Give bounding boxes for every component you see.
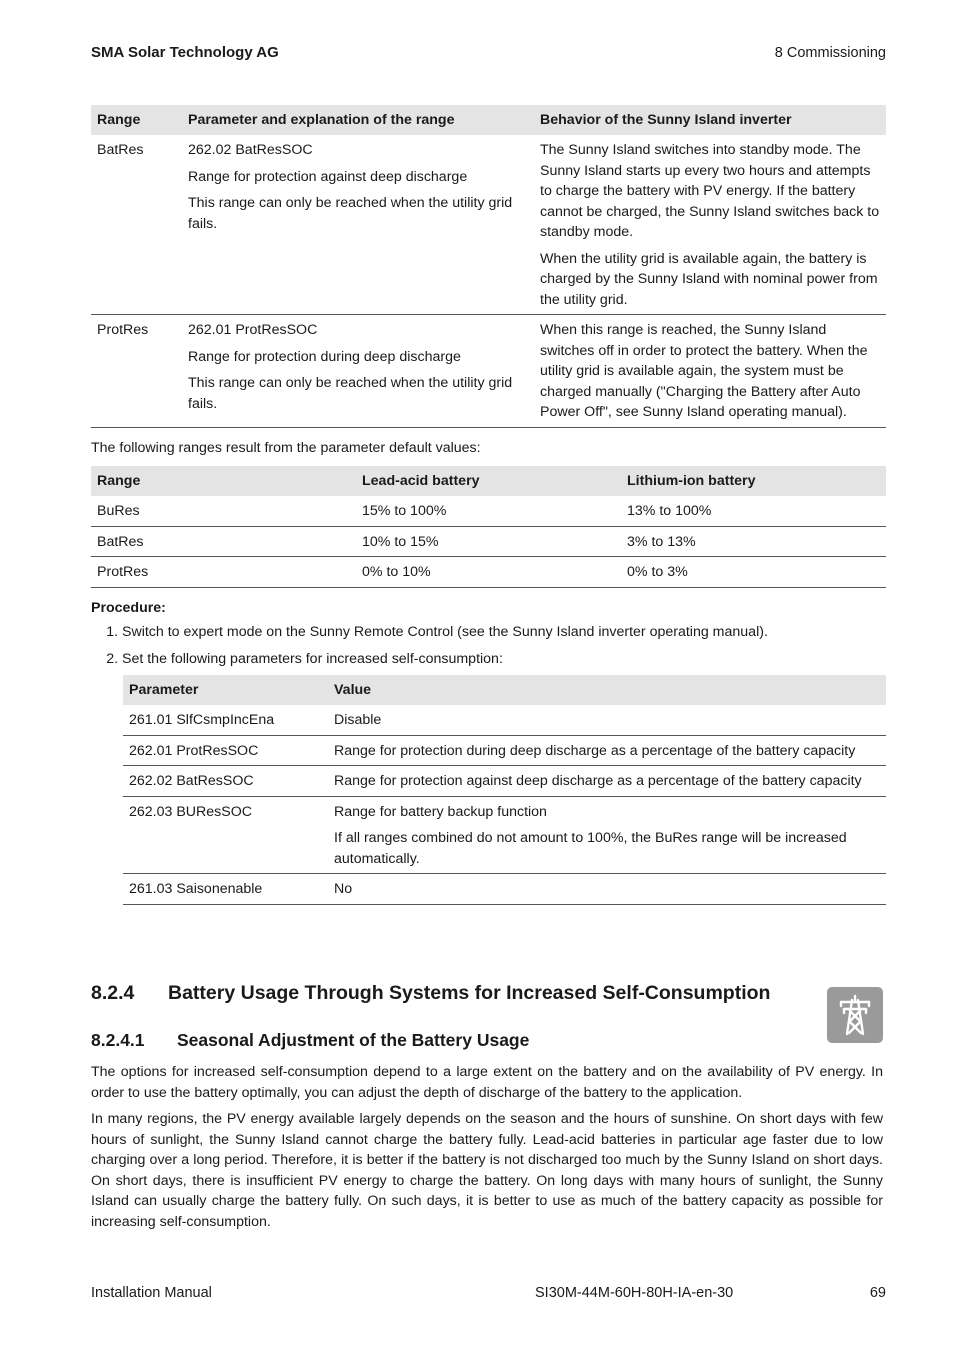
table-row [91, 526, 886, 557]
subsection-title: Seasonal Adjustment of the Battery Usage [177, 1030, 530, 1050]
procedure-step: 2. Set the following parameters for increased self-consumption: [122, 649, 886, 670]
parameter-cell [182, 315, 534, 428]
parameter-note: This range can only be reached when the utility grid fails. [188, 195, 513, 232]
behavior-text: When this range is reached, the Sunny Island switches off in order to protect the battery. When the utility grid is available again, the system must be charged manually ("Charging the Battery after Auto Power Off", see Sunny Island operating manual). [540, 322, 868, 420]
behavior-text: The Sunny Island switches into standby mode. The Sunny Island starts up every two hours and attempts to charge the battery with PV energy. If the battery cannot be charged, the Sunny Island switches back to standby mode. [540, 142, 880, 240]
procedure-steps [91, 622, 886, 669]
parameter-table [123, 675, 886, 905]
table-cell: BuRes [91, 496, 356, 526]
defaults-intro: The following ranges result from the parameter default values: [91, 439, 481, 456]
manual-title: Installation Manual [91, 1285, 212, 1301]
parameter-name: 262.01 ProtResSOC [123, 735, 328, 766]
parameter-name: 261.01 SlfCsmpIncEna [123, 705, 328, 735]
page-number: 69 [869, 1285, 886, 1301]
table-cell: 13% to 100% [621, 496, 886, 526]
parameter-note: This range can only be reached when the utility grid fails. [188, 375, 513, 412]
parameter-name: 261.03 Saisonenable [123, 874, 328, 905]
table-row [91, 496, 886, 526]
parameter-value [328, 766, 886, 797]
table-row [123, 766, 886, 797]
parameter-value [328, 705, 886, 735]
procedure-step: 1. Switch to expert mode on the Sunny Remote Control (see the Sunny Island inverter operating manual). [122, 622, 886, 643]
defaults-table-header: Lead-acid battery [356, 466, 621, 496]
parameter-name: 262.02 BatResSOC [123, 766, 328, 797]
table-cell: 15% to 100% [356, 496, 621, 526]
range-table-header: Parameter and explanation of the range [182, 105, 534, 135]
table-row [91, 557, 886, 588]
body-paragraph: The options for increased self-consumption depend to a large extent on the battery and on the availability of PV energy. In order to use the battery optimally, you can adjust the depth of discharge of the battery to the application. [91, 1064, 883, 1101]
parameter-table-header: Parameter [123, 675, 328, 705]
range-table [91, 105, 886, 428]
behavior-text: When the utility grid is available again, the battery is charged by the Sunny Island with nominal power from the utility grid. [540, 250, 878, 308]
defaults-table-header: Lithium-ion battery [621, 466, 886, 496]
parameter-name: 262.02 BatResSOC [188, 142, 313, 158]
main-content [91, 105, 886, 905]
behavior-cell [534, 135, 886, 315]
table-row [123, 796, 886, 874]
table-cell: ProtRes [91, 557, 356, 588]
section-number: 8.2.4 [91, 982, 135, 1004]
table-cell: BatRes [91, 526, 356, 557]
subsection-number: 8.2.4.1 [91, 1030, 145, 1050]
value-text: Disable [334, 712, 382, 728]
value-text: Range for protection during deep discharge as a percentage of the battery capacity [334, 742, 856, 759]
table-row [123, 705, 886, 735]
parameter-name: 262.03 BUResSOC [123, 796, 328, 874]
value-text: Range for protection against deep discharge as a percentage of the battery capacity [334, 773, 862, 789]
parameter-description: Range for protection against deep discharge [188, 168, 468, 185]
table-cell: 3% to 13% [621, 526, 886, 557]
document-id: SI30M-44M-60H-80H-IA-en-30 [535, 1285, 734, 1301]
behavior-cell [534, 315, 886, 428]
utility-grid-pylon-icon [827, 987, 883, 1043]
parameter-name: 262.01 ProtResSOC [188, 322, 318, 338]
section-heading [91, 983, 770, 1004]
table-row [91, 135, 886, 315]
table-cell: 10% to 15% [356, 526, 621, 557]
parameter-value [328, 735, 886, 766]
range-cell: BatRes [91, 135, 182, 315]
defaults-table-header: Range [91, 466, 356, 496]
table-row [123, 874, 886, 905]
procedure-label: Procedure: [91, 599, 166, 616]
company-name: SMA Solar Technology AG [91, 44, 279, 61]
parameter-table-header: Value [328, 675, 886, 705]
table-row [91, 315, 886, 428]
section-title: Battery Usage Through Systems for Increased Self-Consumption [168, 982, 771, 1004]
table-cell: 0% to 10% [356, 557, 621, 588]
table-row [123, 735, 886, 766]
parameter-cell [182, 135, 534, 315]
value-note: If all ranges combined do not amount to 100%, the BuRes range will be increased automatically. [334, 830, 847, 867]
value-text: Range for battery backup function [334, 803, 547, 820]
parameter-value [328, 874, 886, 905]
parameter-value [328, 796, 886, 874]
body-text [91, 1062, 883, 1238]
range-cell: ProtRes [91, 315, 182, 428]
value-text: No [334, 881, 353, 897]
table-cell: 0% to 3% [621, 557, 886, 588]
range-table-header: Behavior of the Sunny Island inverter [534, 105, 886, 135]
subsection-heading [91, 1030, 529, 1051]
range-table-header: Range [91, 105, 182, 135]
defaults-table [91, 466, 886, 588]
body-paragraph: In many regions, the PV energy available largely depends on the season and the hours of sunshine. On short days with few hours of sunlight, the Sunny Island cannot charge the battery fully. Lead-acid batteries in particular age faster due to low charging over a long period. Therefore, it is better if the battery is not discharged too much by the Sunny Island on short days. On short days, there is insufficient PV energy to charge the battery. On long days with many hours of sunlight, the Sunny Island can usually charge the battery fully. On such days, it is better to use as much of the battery capacity as possible for increasing self-consumption. [91, 1111, 883, 1230]
chapter-title: 8 Commissioning [774, 45, 886, 61]
parameter-description: Range for protection during deep discharge [188, 348, 461, 365]
page-header [91, 43, 886, 64]
